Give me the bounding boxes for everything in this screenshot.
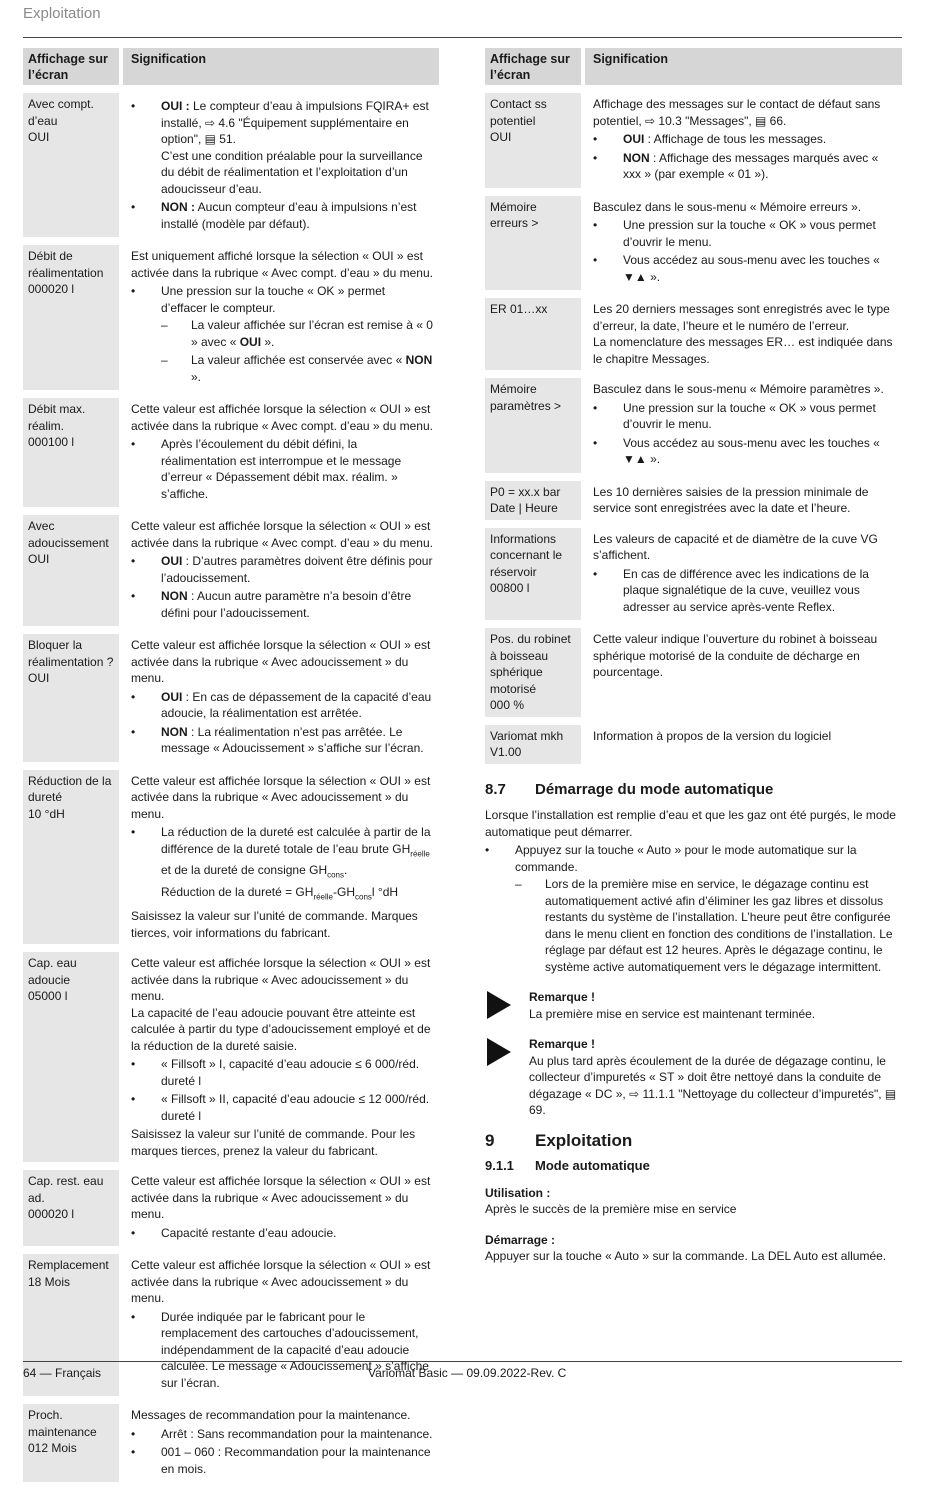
list-item [485, 842, 902, 975]
text-run: : Affichage de tous les messages. [644, 132, 827, 146]
display-cell [485, 378, 581, 473]
list-item [131, 1225, 434, 1242]
text-run: « Fillsoft » II, capacité d’eau adoucie ≤ 12 000/réd. dureté l [161, 1092, 430, 1123]
left-column [23, 48, 439, 1490]
meaning-cell [585, 725, 902, 764]
bold-keyword: OUI [161, 554, 183, 568]
list-item [131, 436, 434, 502]
right-column [485, 48, 902, 1265]
section-8-7-heading [485, 782, 902, 799]
bullet-list [131, 436, 434, 502]
subscript: cons [355, 892, 372, 902]
display-line: Bloquer la réalimentation ? [28, 638, 114, 669]
meaning-cell [123, 1404, 439, 1482]
bullet-list [593, 217, 897, 285]
footer-document-title: Variomat Basic — 09.09.2022-Rev. C [368, 1366, 567, 1380]
list-item [131, 283, 434, 385]
display-line: Débit max. réalim. [28, 402, 86, 433]
right-parameter-table [485, 40, 902, 772]
text-run: La valeur affichée est conservée avec « [191, 353, 406, 367]
table-row [485, 628, 902, 717]
table-row [23, 398, 439, 507]
display-cell [23, 245, 119, 390]
meaning-text: Cette valeur indique l’ouverture du robinet à boisseau sphérique motorisé de la conduite de décharge en pourcentage. [593, 632, 878, 679]
text-run: 001 – 060 : Recommandation pour la maintenance en mois. [161, 1445, 431, 1476]
display-cell [485, 196, 581, 291]
section-title: Exploitation [535, 1130, 633, 1150]
start-label: Démarrage : [485, 1232, 556, 1247]
text-run: Une pression sur la touche « OK » vous permet d’ouvrir le menu. [623, 218, 876, 249]
list-item [131, 98, 434, 197]
section-number: 8.7 [485, 780, 506, 798]
header-display: Affichage sur l’écran [23, 48, 119, 85]
text-run: Arrêt : Sans recommandation pour la maintenance. [161, 1426, 433, 1441]
display-line: Avec compt. d’eau [28, 97, 94, 128]
display-cell [485, 628, 581, 717]
meaning-text: Affichage des messages sur le contact de défaut sans potentiel, ⇨ 10.3 "Messages", ▤ 66. [593, 97, 881, 128]
display-line: OUI [28, 671, 50, 685]
meaning-cell [585, 628, 902, 717]
meaning-text: Cette valeur est affichée lorsque la sélection « OUI » est activée dans la rubrique « Avec adoucissement » du menu. [131, 773, 431, 821]
sub-step-list [515, 876, 902, 975]
meaning-cell [585, 93, 902, 188]
note-text: Au plus tard après écoulement de la durée de dégazage continu, le collecteur d’impuretés « ST » doit être nettoyé dans la conduite de dégazage « DC », ⇨ 11.1.1 "Nettoyage du collecteur d’impuretés", ▤ 69. [529, 1053, 897, 1117]
step-text: Appuyez sur la touche « Auto » pour le mode automatique sur la commande. [515, 843, 857, 874]
text-run: : En cas de dépassement de la capacité d’eau adoucie, la réalimentation est arrêtée. [161, 689, 432, 720]
bullet-list [131, 283, 434, 385]
table-row [485, 481, 902, 520]
list-item [593, 131, 897, 148]
table-row [23, 1170, 439, 1246]
section-title: Mode automatique [535, 1158, 650, 1173]
footer-rule [23, 1361, 902, 1362]
page-header: Exploitation [23, 5, 101, 22]
text-run: En cas de différence avec les indications de la plaque signalétique de la cuve, veuillez vous adresser au service après-vente Reflex. [623, 566, 869, 614]
display-cell [485, 528, 581, 621]
table-row [23, 770, 439, 945]
display-line: 000020 l [28, 1207, 75, 1222]
text-run: La valeur affichée sur l’écran est remise à « 0 » avec « [191, 318, 433, 349]
text-run: l °dH [371, 885, 399, 900]
list-item [131, 1091, 434, 1124]
section-9-heading [485, 1130, 902, 1150]
bullet-extra: C’est une condition préalable pour la surveillance du débit de réalimentation et l’exploitation d’un adoucisseur d’eau. [161, 148, 423, 196]
text-run: Le compteur d’eau à impulsions FQIRA+ est installé, ⇨ 4.6 "Équipement supplémentaire en option", ▤ 51. [161, 99, 429, 146]
list-item: – Lors de la première mise en service, le dégazage continu est automatiquement activé afin d’éliminer les gaz libres et dissolus restants du système de l’installation. L’heure peut être configurée dans le menu client en fonction des conditions de l’installation. Le réglage par défaut est 12 heures. Après le dégazage continu, le système active automatiquement vers le dégazage intermittent. [515, 876, 902, 975]
meaning-cell [123, 952, 439, 1162]
meaning-text: Est uniquement affiché lorsque la sélection « OUI » est activée dans la rubrique « Avec compt. d’eau » du menu. [131, 249, 433, 280]
table-header-row [485, 48, 902, 85]
table-header-row [23, 48, 439, 85]
header-rule [23, 37, 902, 38]
note-arrow-icon [487, 991, 511, 1019]
display-cell [485, 93, 581, 188]
subscript: réelle [313, 892, 334, 902]
display-cell [23, 1404, 119, 1482]
bullet-list [131, 824, 434, 906]
meaning-cell [123, 398, 439, 507]
text-run: Aucun compteur d’eau à impulsions n’est installé (modèle par défaut). [161, 200, 417, 231]
bullet-list [593, 400, 897, 468]
meaning-text: Information à propos de la version du logiciel [593, 728, 832, 743]
table-row [23, 93, 439, 237]
note-block [485, 989, 902, 1022]
display-cell [23, 398, 119, 507]
meaning-text: Saisissez la valeur sur l’unité de commande. Pour les marques tierces, prenez la valeur du fabricant. [131, 1127, 416, 1158]
display-line: 000 % [490, 698, 525, 712]
meaning-text: Cette valeur est affichée lorsque la sélection « OUI » est activée dans la rubrique « Avec adoucissement » du menu. [131, 1258, 431, 1306]
display-line: 012 Mois [28, 1441, 77, 1456]
display-cell [23, 515, 119, 626]
meaning-text: Cette valeur est affichée lorsque la sélection « OUI » est activée dans la rubrique « Avec compt. d’eau » du menu. [131, 519, 433, 550]
display-line: Réduction de la dureté [28, 773, 112, 804]
display-line: Pos. du robinet à boisseau sphérique motorisé [490, 632, 571, 696]
text-run: Vous accédez au sous-menu avec les touches « ▼▲ ». [623, 253, 880, 284]
meaning-text: Les 20 derniers messages sont enregistrés avec le type d’erreur, la date, l’heure et le numéro de l’erreur. [593, 302, 890, 333]
display-line: 000100 l [28, 435, 75, 449]
list-item [161, 317, 434, 350]
display-line: 10 °dH [28, 806, 65, 821]
meaning-cell [585, 298, 902, 370]
display-line: Mémoire erreurs > [490, 199, 539, 230]
text-run: : Affichage des messages marqués avec « xxx » (par exemple « 01 »). [623, 150, 879, 181]
display-cell [23, 770, 119, 945]
text-run: ». [191, 369, 202, 384]
table-row [485, 93, 902, 188]
note-arrow-icon [487, 1038, 511, 1066]
text-run: et de la dureté de consigne GH [161, 863, 328, 878]
note-title: Remarque ! [529, 990, 596, 1004]
display-cell [485, 481, 581, 520]
meaning-text: Basculez dans le sous-menu « Mémoire erreurs ». [593, 199, 862, 214]
table-row [23, 515, 439, 626]
meaning-text: Basculez dans le sous-menu « Mémoire paramètres ». [593, 382, 884, 396]
display-line: Proch. maintenance [28, 1408, 97, 1439]
meaning-text: Saisissez la valeur sur l’unité de commande. Marques tierces, voir informations du fabricant. [131, 909, 418, 940]
table-row [485, 196, 902, 291]
table-row [485, 725, 902, 764]
display-line: Date | Heure [490, 501, 558, 515]
bold-keyword: OUI : [161, 99, 190, 113]
display-line: OUI [28, 552, 50, 566]
display-line: Informations concernant le réservoir [490, 531, 563, 579]
table-row [23, 245, 439, 390]
table-row [485, 298, 902, 370]
bullet-list [131, 553, 434, 621]
list-item [593, 252, 897, 285]
text-run: ». [261, 334, 275, 349]
start-text: Appuyer sur la touche « Auto » sur la commande. La DEL Auto est allumée. [485, 1249, 887, 1263]
meaning-cell [585, 528, 902, 621]
display-cell [23, 1170, 119, 1246]
header-display: Affichage sur l’écran [485, 48, 581, 85]
text-run: Une pression sur la touche « OK » permet d’effacer le compteur. [161, 284, 386, 315]
list-item [131, 689, 434, 722]
display-line: Contact ss potentiel [490, 97, 547, 128]
list-item [131, 199, 434, 232]
display-line: 000020 l [28, 282, 75, 296]
text-run: . [344, 863, 348, 878]
section-number: 9 [485, 1130, 495, 1150]
list-item [131, 1444, 434, 1477]
meaning-text: Les 10 dernières saisies de la pression minimale de service sont enregistrées avec la date et l’heure. [593, 484, 869, 515]
bullet-extra [161, 884, 434, 906]
display-line: Débit de réalimentation [28, 249, 104, 280]
left-parameter-table [23, 40, 439, 1490]
bullet-list [593, 566, 897, 616]
text-run: : La réalimentation n’est pas arrêtée. Le message « Adoucissement » s’affiche sur l’écran. [161, 724, 424, 755]
meaning-cell [123, 93, 439, 237]
list-item [593, 435, 897, 468]
text-run: La réduction de la dureté est calculée à partir de la différence de la dureté totale de l’eau brute GH [161, 825, 431, 856]
meaning-cell [123, 634, 439, 762]
meaning-text: Messages de recommandation pour la maintenance. [131, 1408, 411, 1423]
list-item [593, 217, 897, 250]
meaning-text: Les valeurs de capacité et de diamètre de la cuve VG s’affichent. [593, 531, 878, 562]
display-line: Mémoire paramètres > [490, 382, 562, 413]
table-row [23, 634, 439, 762]
note-text: La première mise en service est maintenant terminée. [529, 1006, 816, 1021]
list-item [131, 588, 434, 621]
table-row [485, 378, 902, 473]
note-block [485, 1036, 902, 1119]
meaning-cell [123, 1170, 439, 1246]
meaning-text: Cette valeur est affichée lorsque la sélection « OUI » est activée dans la rubrique « Avec adoucissement » du menu. [131, 956, 431, 1004]
meaning-text: Cette valeur est affichée lorsque la sélection « OUI » est activée dans la rubrique « Avec adoucissement » du menu. [131, 638, 431, 685]
display-line: 05000 l [28, 989, 68, 1004]
list-item [593, 150, 897, 183]
display-cell [23, 952, 119, 1162]
text-run: Vous accédez au sous-menu avec les touches « ▼▲ ». [623, 435, 880, 466]
meaning-cell [585, 378, 902, 473]
text-run: -GH [333, 885, 356, 900]
section-intro: Lorsque l’installation est remplie d’eau et que les gaz ont été purgés, le mode automatique peut démarrer. [485, 808, 896, 839]
text-run: Capacité restante d’eau adoucie. [161, 1225, 337, 1240]
display-line: 18 Mois [28, 1274, 71, 1289]
header-meaning: Signification [123, 48, 439, 85]
meaning-cell [123, 515, 439, 626]
display-line: Remplacement [28, 1258, 109, 1273]
display-line: Cap. rest. eau ad. [28, 1174, 104, 1205]
bullet-list [593, 131, 897, 183]
display-cell [23, 93, 119, 237]
text-run: « Fillsoft » I, capacité d’eau adoucie ≤ 6 000/réd. dureté l [161, 1057, 420, 1088]
meaning-text: La nomenclature des messages ER… est indiquée dans le chapitre Messages. [593, 335, 893, 366]
list-item [131, 1056, 434, 1089]
section-number: 9.1.1 [485, 1158, 514, 1173]
display-cell [485, 298, 581, 370]
display-line: Cap. eau adoucie [28, 956, 77, 987]
section-title: Démarrage du mode automatique [535, 780, 774, 798]
bold-keyword: OUI [623, 132, 645, 146]
list-item [131, 724, 434, 757]
meaning-text: Cette valeur est affichée lorsque la sélection « OUI » est activée dans la rubrique « Avec compt. d’eau » du menu. [131, 402, 433, 433]
dash-list [161, 317, 434, 385]
meaning-text: La capacité de l’eau adoucie pouvant être atteinte est calculée à partir du type d’adoucissement employé et de la réduction de la dureté saisie. [131, 1005, 431, 1053]
text-run: Une pression sur la touche « OK » vous permet d’ouvrir le menu. [623, 400, 876, 431]
usage-text: Après le succès de la première mise en service [485, 1202, 737, 1216]
text-run: Réduction de la dureté = GH [161, 885, 314, 900]
note-title: Remarque ! [529, 1037, 596, 1051]
meaning-cell [585, 196, 902, 291]
display-line: OUI [28, 130, 50, 144]
bold-keyword: NON [161, 724, 188, 739]
text-run: : D’autres paramètres doivent être définis pour l’adoucissement. [161, 554, 433, 585]
list-item [131, 1426, 434, 1443]
meaning-cell [123, 770, 439, 945]
bullet-list [131, 689, 434, 757]
subscript: cons [327, 870, 345, 880]
text-run: : Aucun autre paramètre n’a besoin d’être défini pour l’adoucissement. [161, 589, 412, 620]
list-item [593, 400, 897, 433]
display-cell [23, 634, 119, 762]
bold-keyword: NON : [161, 200, 195, 214]
footer-page-number: 64 — Français [23, 1366, 102, 1380]
bullet-list [131, 1426, 434, 1478]
header-meaning: Signification [585, 48, 902, 85]
text-run: Durée indiquée par le fabricant pour le remplacement des cartouches d’adoucissement, indépendamment de la capacité d’eau adoucie calculée. Le message « Adoucissement » s’affiche sur l’écran. [161, 1309, 429, 1390]
section-9-1-1-heading [485, 1158, 902, 1175]
step-list [485, 842, 902, 975]
display-cell [485, 725, 581, 764]
list-item [161, 352, 434, 385]
bold-keyword: NON [405, 353, 433, 367]
list-item [593, 566, 897, 616]
subscript: réelle [410, 848, 430, 858]
list-item [131, 553, 434, 586]
display-line: ER 01…xx [490, 302, 548, 316]
bold-keyword: NON [161, 589, 188, 603]
display-line: Variomat mkh V1.00 [490, 728, 564, 759]
usage-label: Utilisation : [485, 1185, 551, 1200]
bullet-list [131, 1225, 434, 1242]
bold-keyword: NON [623, 150, 650, 165]
display-line: 00800 l [490, 581, 530, 595]
bold-keyword: OUI [161, 689, 183, 704]
bullet-list [131, 1056, 434, 1124]
bullet-list [131, 98, 434, 232]
table-row [23, 1404, 439, 1482]
meaning-cell [123, 245, 439, 390]
table-row [23, 952, 439, 1162]
list-item [131, 824, 434, 906]
display-line: P0 = xx.x bar [490, 484, 561, 499]
bold-keyword: OUI [239, 334, 262, 349]
meaning-cell [585, 481, 902, 520]
display-line: Avec adoucissement [28, 519, 109, 550]
display-line: OUI [490, 130, 512, 144]
table-row [485, 528, 902, 621]
text-run: Après l’écoulement du débit défini, la réalimentation est interrompue et le message d’erreur « Dépassement débit max. réalim. » s’affiche. [161, 437, 402, 501]
meaning-text: Cette valeur est affichée lorsque la sélection « OUI » est activée dans la rubrique « Avec adoucissement » du menu. [131, 1174, 431, 1222]
